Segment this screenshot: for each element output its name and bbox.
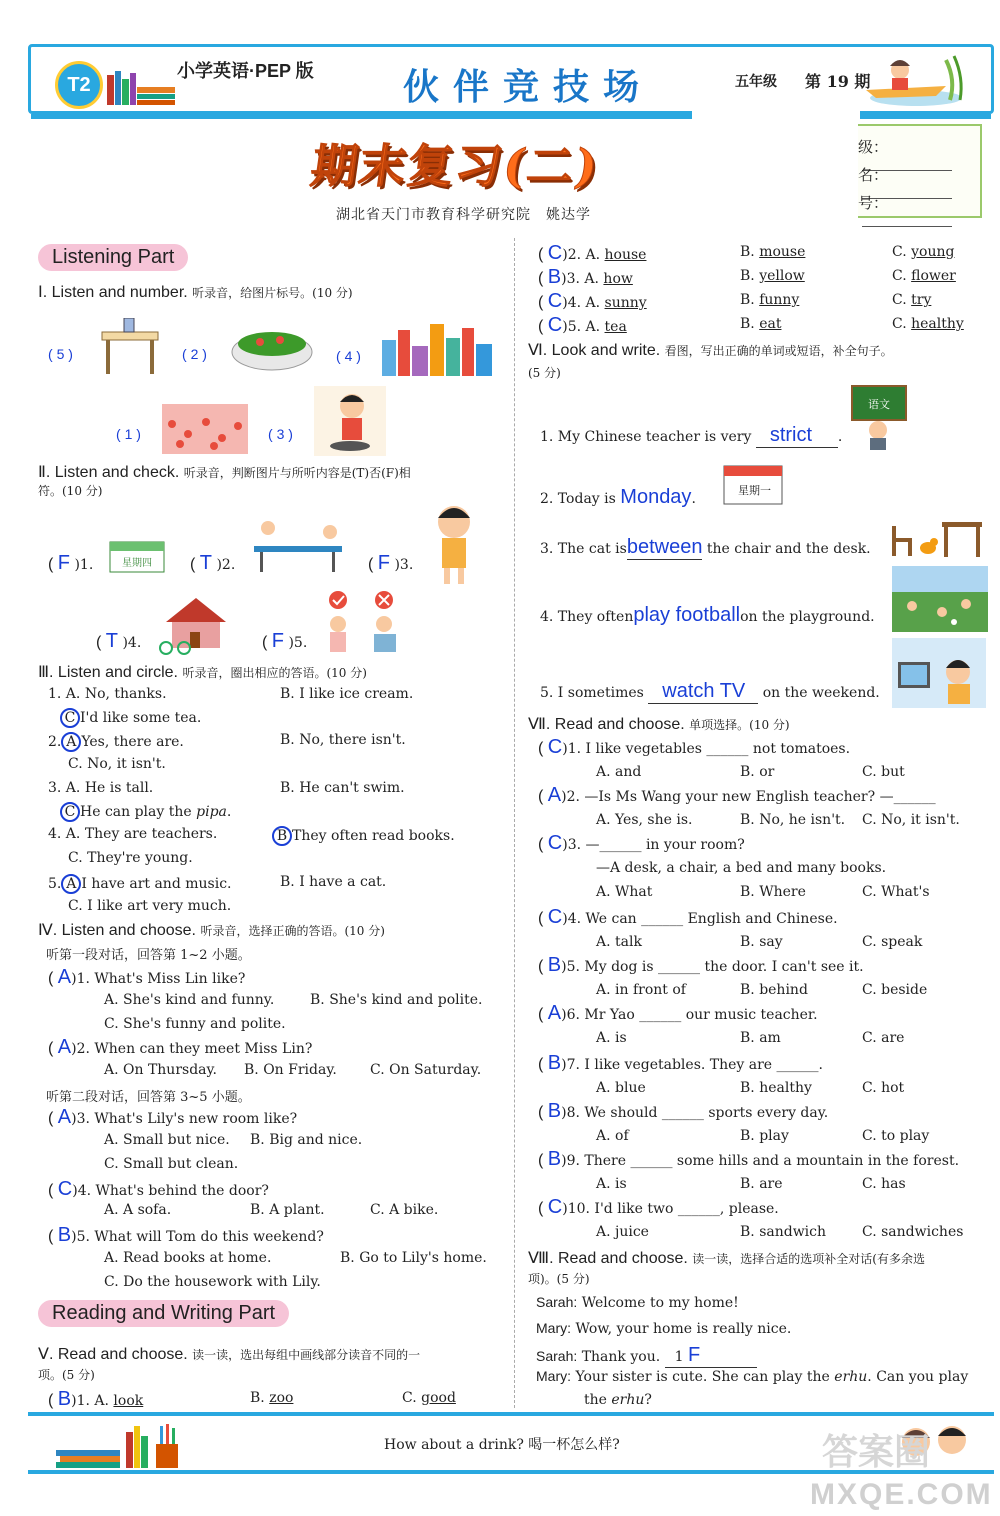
blank-area <box>52 142 208 238</box>
section-8-title: Ⅷ. Read and choose. 读一读，选择合适的选项补全对话(有多余选 <box>528 1250 925 1267</box>
s8-line-3: Sarah: Thank you. 1 F <box>536 1344 757 1368</box>
s7-q1-c: C. but <box>862 764 905 780</box>
s4-q1-a: A. She's kind and funny. <box>104 992 275 1008</box>
section-2-title-cont: 符。(10 分) <box>38 484 103 498</box>
s7-q6: ( A)6. Mr Yao ______ our music teacher. <box>538 1002 818 1024</box>
s7-q5-c: C. beside <box>862 982 928 998</box>
section-5-title-cont: 项。(5 分) <box>38 1368 95 1382</box>
s5-row-3: ( B)3. A. how <box>538 266 633 288</box>
s1-answer-1: ( 5 ) <box>48 346 73 362</box>
s3-q4-c: C. They're young. <box>68 850 193 866</box>
info-line-3: 号： <box>858 192 980 231</box>
s4-q3: ( A)3. What's Lily's new room like? <box>48 1106 298 1128</box>
s1-answer-4: ( 1 ) <box>116 426 141 442</box>
s3-q5-a: 5. A I have art and music. <box>48 876 232 892</box>
s7-q7: ( B)7. I like vegetables. They are ______. <box>538 1052 823 1074</box>
s8-line-1: Sarah: Welcome to my home! <box>536 1294 739 1311</box>
s5-row-2-c: C. young <box>892 244 955 260</box>
s7-q6-c: C. are <box>862 1030 905 1046</box>
s4-q4-c: C. A bike. <box>370 1202 439 1218</box>
s5-row-2: ( C)2. A. house <box>538 242 647 264</box>
ping-pong-image <box>250 516 346 576</box>
s7-q4-a: A. talk <box>596 934 642 950</box>
s2-item-1: ( F )1. <box>48 552 94 574</box>
girl-on-plane-illustration <box>846 50 966 112</box>
books-icon <box>107 69 177 107</box>
s6-item-5: 5. I sometimes watch TV on the weekend. <box>540 680 880 702</box>
info-line-1: 级： <box>858 136 980 175</box>
salad-bowl-image <box>230 326 314 372</box>
listening-part-label: Listening Part <box>38 244 188 271</box>
s4-q2-c: C. On Saturday. <box>370 1062 482 1078</box>
section-6-title: Ⅵ. Look and write. 看图，写出正确的单词或短语，补全句子。 <box>528 342 893 359</box>
calendar-sunday-image <box>108 538 166 574</box>
newspaper-title: 伙伴竞技场 <box>403 66 654 108</box>
s7-q5: ( B)5. My dog is ______ the door. I can't see it. <box>538 954 864 976</box>
s7-q7-c: C. hot <box>862 1080 905 1096</box>
s5-row-1: ( B)1. A. look <box>48 1388 144 1410</box>
playground-football-image <box>892 566 988 632</box>
s8-line-4: Mary: Your sister is cute. She can play the erhu. Can you play <box>536 1368 969 1385</box>
issue-number: 第 19 期 <box>805 72 871 91</box>
s3-q5-c: C. I like art very much. <box>68 898 232 914</box>
s4-q3-c: C. Small but clean. <box>104 1156 239 1172</box>
flowers-field-image <box>162 404 248 454</box>
s7-q3-line2: —A desk, a chair, a bed and many books. <box>596 860 887 876</box>
s4-q1-c: C. She's funny and polite. <box>104 1016 286 1032</box>
s4-q4-b: B. A plant. <box>250 1202 325 1218</box>
s5-row-2-b: B. mouse <box>740 244 806 260</box>
s7-q5-a: A. in front of <box>596 982 686 998</box>
s7-q8-c: C. to play <box>862 1128 930 1144</box>
s3-q3-c: C He can play the pipa. <box>60 802 231 822</box>
s2-item-5: ( F )5. <box>262 630 308 652</box>
s5-row-1-c: C. good <box>402 1390 456 1406</box>
s4-q3-b: B. Big and nice. <box>250 1132 363 1148</box>
footer-slogan: How about a drink? 喝一杯怎么样? <box>384 1437 620 1453</box>
s7-q4: ( C)4. We can ______ English and Chinese. <box>538 906 838 928</box>
s8-line-2: Mary: Wow, your home is really nice. <box>536 1320 792 1337</box>
s3-q3-a: 3. A. He is tall. <box>48 780 154 796</box>
blank-area <box>826 124 858 218</box>
section-3-title: Ⅲ. Listen and circle. 听录音，圈出相应的答语。(10 分) <box>38 664 367 681</box>
s5-row-3-b: B. yellow <box>740 268 805 284</box>
s7-q1-b: B. or <box>740 764 775 780</box>
s3-q1-b: B. I like ice cream. <box>280 686 414 702</box>
s4-dialogue-1-note: 听第一段对话，回答第 1~2 小题。 <box>46 948 251 963</box>
s3-q2-a: 2. A Yes, there are. <box>48 734 184 750</box>
s5-row-5-c: C. healthy <box>892 316 964 332</box>
s7-q5-b: B. behind <box>740 982 808 998</box>
s7-q3-c: C. What's <box>862 884 930 900</box>
s7-q4-b: B. say <box>740 934 783 950</box>
s5-row-4: ( C)4. A. sunny <box>538 290 647 312</box>
s3-q3-b: B. He can't swim. <box>280 780 405 796</box>
s7-q8: ( B)8. We should ______ sports every day. <box>538 1100 829 1122</box>
s7-q10-a: A. juice <box>596 1224 649 1240</box>
s3-q2-b: B. No, there isn't. <box>280 732 406 748</box>
grade-label: 五年级 <box>735 74 777 90</box>
girl-cooking-image <box>314 386 386 456</box>
svg-text:星期一: 星期一 <box>738 484 771 497</box>
s7-q1: ( C)1. I like vegetables ______ not tomatoes. <box>538 736 851 758</box>
s3-q1-a: 1. A. No, thanks. <box>48 686 167 702</box>
edition-label: 小学英语·PEP 版 <box>177 61 314 81</box>
s5-row-4-b: B. funny <box>740 292 800 308</box>
books-pencils-icon <box>56 1420 196 1470</box>
s5-row-3-c: C. flower <box>892 268 956 284</box>
s4-q5: ( B)5. What will Tom do this weekend? <box>48 1224 324 1246</box>
s1-answer-5: ( 3 ) <box>268 426 293 442</box>
s4-q5-c: C. Do the housework with Lily. <box>104 1274 321 1290</box>
house-with-bike-image <box>156 596 236 656</box>
watermark-logo: 答案圈 <box>822 1431 931 1473</box>
s1-answer-3: ( 4 ) <box>336 348 361 364</box>
s7-q8-b: B. play <box>740 1128 789 1144</box>
s7-q7-a: A. blue <box>596 1080 646 1096</box>
page-title: 期末复习(二) <box>307 139 603 193</box>
svg-text:星期四: 星期四 <box>122 558 152 569</box>
s7-q2-b: B. No, he isn't. <box>740 812 846 828</box>
s7-q7-b: B. healthy <box>740 1080 812 1096</box>
s4-dialogue-2-note: 听第二段对话，回答第 3~5 小题。 <box>46 1090 251 1105</box>
s4-q4: ( C)4. What's behind the door? <box>48 1178 269 1200</box>
s7-q2-c: C. No, it isn't. <box>862 812 960 828</box>
s6-item-4: 4. They oftenplay footballon the playground. <box>540 604 875 626</box>
s7-q9-a: A. is <box>596 1176 627 1192</box>
s4-q3-a: A. Small but nice. <box>104 1132 230 1148</box>
svg-text:语文: 语文 <box>868 398 890 411</box>
s7-q3-b: B. Where <box>740 884 806 900</box>
s3-circled-answer: C <box>60 708 80 728</box>
section-1-title: Ⅰ. Listen and number. 听录音，给图片标号。(10 分) <box>38 284 353 301</box>
s7-q10: ( C)10. I'd like two ______, please. <box>538 1196 779 1218</box>
s1-answer-2: ( 2 ) <box>182 346 207 362</box>
section-5-title: Ⅴ. Read and choose. 读一读，选出每组中画线部分读音不同的一 <box>38 1346 421 1363</box>
check-and-cross-image <box>322 588 410 658</box>
s7-q10-c: C. sandwiches <box>862 1224 964 1240</box>
girl-image <box>428 500 480 586</box>
s4-q1-b: B. She's kind and polite. <box>310 992 483 1008</box>
s5-row-1-b: B. zoo <box>250 1390 294 1406</box>
s7-q1-a: A. and <box>596 764 642 780</box>
s3-circled-answer: C <box>60 802 80 822</box>
s4-q4-a: A. A sofa. <box>104 1202 172 1218</box>
section-2-title: Ⅱ. Listen and check. 听录音，判断图片与所听内容是(T)否(F)相 <box>38 464 411 481</box>
desk-with-bottle-image <box>96 318 164 376</box>
s6-item-2: 2. Today is Monday. <box>540 486 696 508</box>
section-6-title-cont: (5 分) <box>528 366 561 380</box>
s7-q9: ( B)9. There ______ some hills and a mountain in the forest. <box>538 1148 960 1170</box>
section-8-title-cont: 项)。(5 分) <box>528 1272 590 1286</box>
s4-q5-b: B. Go to Lily's home. <box>340 1250 487 1266</box>
s7-q6-a: A. is <box>596 1030 627 1046</box>
watching-tv-image <box>892 638 986 708</box>
s7-q9-b: B. are <box>740 1176 783 1192</box>
s7-q10-b: B. sandwich <box>740 1224 827 1240</box>
s2-item-2: ( T )2. <box>190 552 236 574</box>
s6-item-1: 1. My Chinese teacher is very strict . <box>540 424 843 446</box>
issue-badge: T2 <box>55 61 103 109</box>
chair-cat-desk-image <box>888 516 984 558</box>
teacher-at-board-image <box>850 384 908 450</box>
s4-q1: ( A)1. What's Miss Lin like? <box>48 966 246 988</box>
s7-q2-a: A. Yes, she is. <box>596 812 693 828</box>
s7-q3: ( C)3. —______ in your room? <box>538 832 745 854</box>
s7-q8-a: A. of <box>596 1128 629 1144</box>
s4-q5-a: A. Read books at home. <box>104 1250 272 1266</box>
s3-circled-answer: A <box>61 874 81 894</box>
s2-item-4: ( T )4. <box>96 630 142 652</box>
info-line-2: 名： <box>858 164 980 203</box>
s7-q9-c: C. has <box>862 1176 906 1192</box>
column-divider <box>514 238 515 1408</box>
reading-part-label: Reading and Writing Part <box>38 1300 289 1327</box>
s2-item-3: ( F )3. <box>368 552 414 574</box>
s5-row-5-b: B. eat <box>740 316 782 332</box>
s3-q1-c: C I'd like some tea. <box>60 708 201 728</box>
city-buildings-image <box>382 320 494 376</box>
s6-item-3: 3. The cat isbetween the chair and the desk. <box>540 536 871 558</box>
s5-row-4-c: C. try <box>892 292 932 308</box>
s7-q6-b: B. am <box>740 1030 781 1046</box>
s3-circled-answer: A <box>61 732 81 752</box>
watermark-url: MXQE.COM <box>810 1478 993 1511</box>
section-7-title: Ⅶ. Read and choose. 单项选择。(10 分) <box>528 716 790 733</box>
s8-line-5: the erhu? <box>584 1392 652 1408</box>
s3-q4-a: 4. A. They are teachers. <box>48 826 218 842</box>
s3-q4-b: B They often read books. <box>272 826 455 846</box>
calendar-monday-image <box>722 462 784 506</box>
s7-q3-a: A. What <box>596 884 653 900</box>
s5-row-5: ( C)5. A. tea <box>538 314 627 336</box>
section-4-title: Ⅳ. Listen and choose. 听录音，选择正确的答语。(10 分) <box>38 922 385 939</box>
s4-q2-b: B. On Friday. <box>244 1062 337 1078</box>
s7-q4-c: C. speak <box>862 934 923 950</box>
s3-q5-b: B. I have a cat. <box>280 874 387 890</box>
s3-circled-answer: B <box>272 826 292 846</box>
s4-q2: ( A)2. When can they meet Miss Lin? <box>48 1036 313 1058</box>
s4-q2-a: A. On Thursday. <box>104 1062 218 1078</box>
author-line: 湖北省天门市教育科学研究院 姚达学 <box>336 207 591 223</box>
s7-q2: ( A)2. —Is Ms Wang your new English teacher? —______ <box>538 784 936 806</box>
s3-q2-c: C. No, it isn't. <box>68 756 166 772</box>
